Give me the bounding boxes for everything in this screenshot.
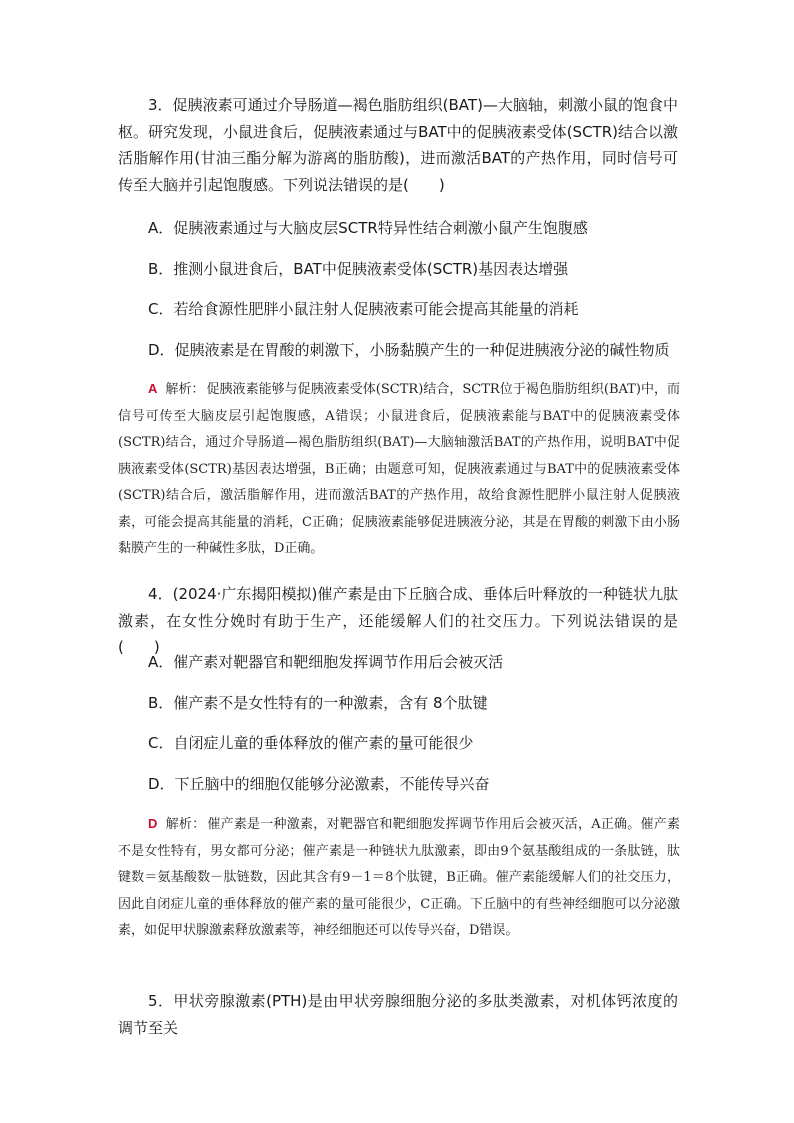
answer-letter: A <box>148 381 158 396</box>
question-4-answer <box>118 811 680 945</box>
question-3-option-c: C．若给食源性肥胖小鼠注射人促胰液素可能会提高其能量的消耗 <box>148 300 579 318</box>
question-3-option-d: D．促胰液素是在胃酸的刺激下，小肠黏膜产生的一种促进胰液分泌的碱性物质 <box>148 341 670 359</box>
answer-explanation: 促胰液素能够与促胰液素受体(SCTR)结合，SCTR位于褐色脂肪组织(BAT)中，而信号可传至大脑皮层引起饱腹感，A错误；小鼠进食后，促胰液素能与BAT中的促胰液素受体(SCTR)结合，通过介导肠道—褐色脂肪组织(BAT)—大脑轴激活BAT的产热作用，说明BAT中促胰液素受体(SCTR)基因表达增强，B正确；由题意可知，促胰液素通过与BAT中的促胰液素受体(SCTR)结合后，激活脂解作用，进而激活BAT的产热作用，故给食源性肥胖小鼠注射人促胰液素，可能会提高其能量的消耗，C正确；促胰液素能够促进胰液分泌，其是在胃酸的刺激下由小肠黏膜产生的一种碱性多肽，D正确。 <box>118 382 680 556</box>
question-4-option-c: C．自闭症儿童的垂体释放的催产素的量可能很少 <box>148 734 474 752</box>
answer-label: 解析： <box>165 382 205 397</box>
question-3-answer <box>118 376 680 563</box>
question-3-option-a: A．促胰液素通过与大脑皮层SCTR特异性结合刺激小鼠产生饱腹感 <box>148 219 588 237</box>
answer-label: 解析： <box>165 817 206 832</box>
answer-explanation: 催产素是一种激素，对靶器官和靶细胞发挥调节作用后会被灭活，A正确。催产素不是女性特有，男女都可分泌；催产素是一种链状九肽激素，即由9个氨基酸组成的一条肽链，肽键数＝氨基酸数－肽链数，因此其含有9－1＝8个肽键，B正确。催产素能缓解人们的社交压力，因此自闭症儿童的垂体释放的催产素的量可能很少，C正确。下丘脑中的有些神经细胞可以分泌激素，如促甲状腺激素释放激素等，神经细胞还可以传导兴奋，D错误。 <box>118 817 680 938</box>
question-3-option-b: B．推测小鼠进食后，BAT中促胰液素受体(SCTR)基因表达增强 <box>148 260 569 278</box>
question-3-stem: 3．促胰液素可通过介导肠道—褐色脂肪组织(BAT)—大脑轴，刺激小鼠的饱食中枢。研究发现，小鼠进食后，促胰液素通过与BAT中的促胰液素受体(SCTR)结合以激活脂解作用(甘油三酯分解为游离的脂肪酸)，进而激活BAT的产热作用，同时信号可传至大脑并引起饱腹感。下列说法错误的是( ) <box>118 96 678 194</box>
question-5-stem: 5．甲状旁腺激素(PTH)是由甲状旁腺细胞分泌的多肽类激素，对机体钙浓度的调节至关 <box>118 992 678 1037</box>
question-4-option-a: A．催产素对靶器官和靶细胞发挥调节作用后会被灭活 <box>148 653 504 671</box>
question-4-option-b: B．催产素不是女性特有的一种激素，含有 8个肽键 <box>148 694 488 712</box>
question-4-stem: 4．(2024·广东揭阳模拟)催产素是由下丘脑合成、垂体后叶释放的一种链状九肽激素，在女性分娩时有助于生产，还能缓解人们的社交压力。下列说法错误的是( ) <box>118 585 678 656</box>
question-4-option-d: D．下丘脑中的细胞仅能够分泌激素，不能传导兴奋 <box>148 775 490 793</box>
answer-letter: D <box>148 816 158 831</box>
